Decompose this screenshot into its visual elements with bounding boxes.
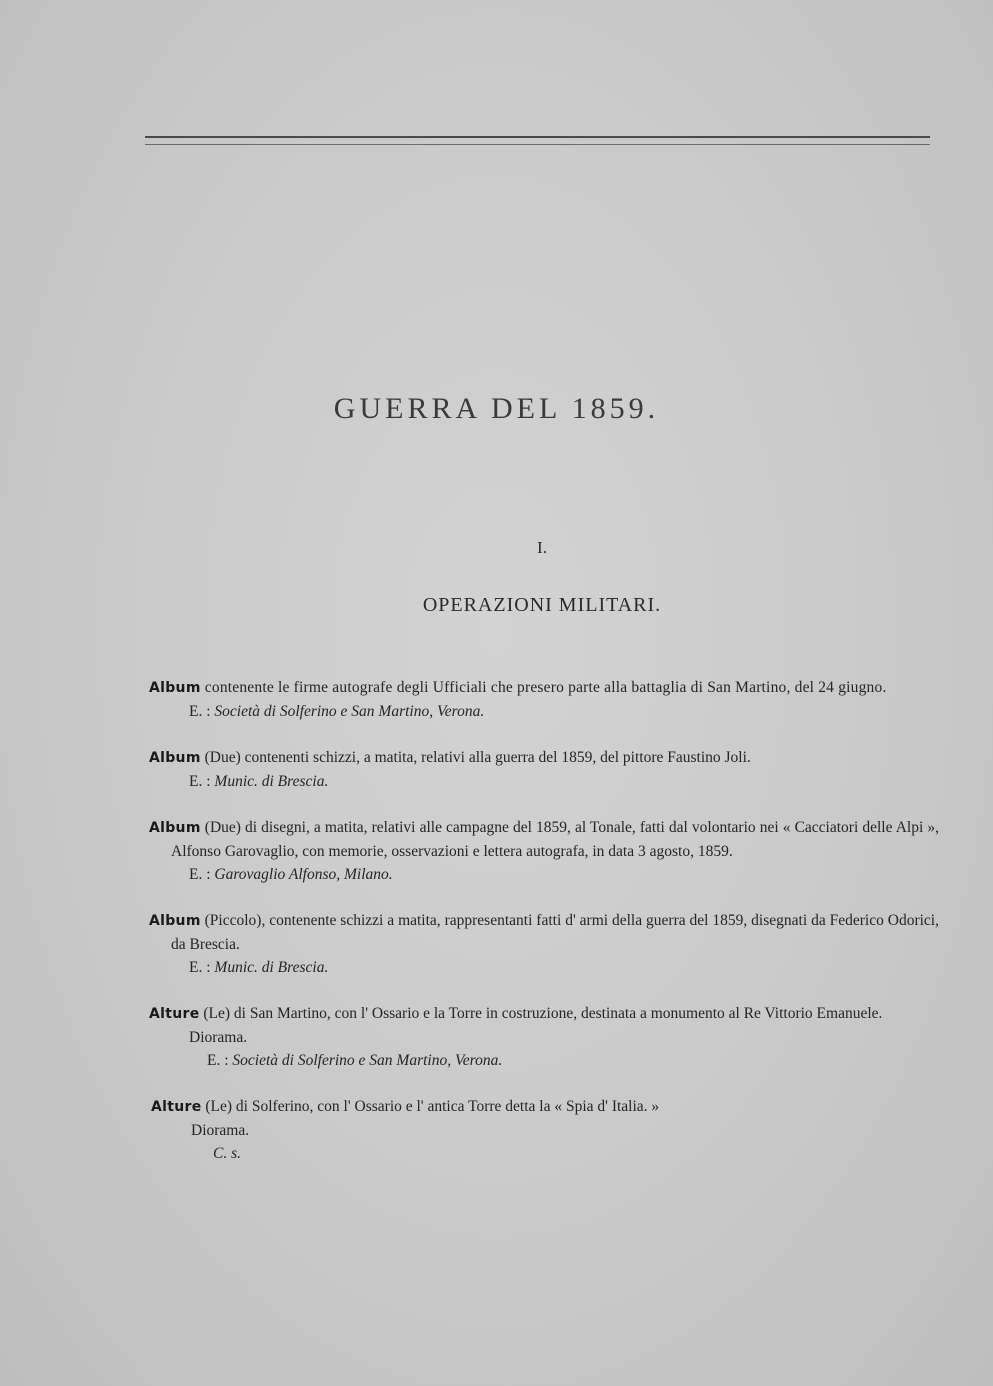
entry-description bbox=[149, 1002, 939, 1026]
entry-keyword: Alture bbox=[151, 1099, 202, 1115]
entry-text: (Due) contenenti schizzi, a matita, relativi alla guerra del 1859, del pittore Faustino Joli. bbox=[200, 749, 751, 766]
entry-exhibitor-line bbox=[149, 1049, 939, 1072]
entry-text: (Le) di Solferino, con l' Ossario e l' antica Torre detta la « Spia d' Italia. » bbox=[201, 1098, 660, 1115]
catalog-entry bbox=[149, 746, 939, 793]
entry-text: (Le) di San Martino, con l' Ossario e la Torre in costruzione, destinata a monumento al Re Vittorio Emanuele. bbox=[199, 1005, 883, 1022]
entry-description bbox=[151, 1095, 939, 1119]
section-title: OPERAZIONI MILITARI. bbox=[422, 594, 662, 616]
exhibitor-prefix: E. : bbox=[189, 959, 215, 976]
exhibitor-name: Munic. di Brescia. bbox=[214, 773, 329, 790]
catalog-entry bbox=[149, 676, 939, 723]
exhibitor-prefix: E. : bbox=[189, 703, 215, 720]
catalog-entry bbox=[149, 1095, 939, 1165]
entry-description bbox=[149, 746, 939, 770]
entry-exhibitor-line bbox=[149, 770, 939, 793]
entry-exhibitor-line bbox=[149, 956, 939, 979]
exhibitor-prefix: E. : bbox=[189, 773, 215, 790]
entry-exhibitor-line bbox=[151, 1142, 939, 1165]
section-number: I. bbox=[537, 538, 547, 557]
exhibitor-name: Garovaglio Alfonso, Milano. bbox=[214, 866, 393, 883]
entry-text: (Due) di disegni, a matita, relativi alle campagne del 1859, al Tonale, fatti dal volontario nei « Cacciatori delle Alpi », Alfonso Garovaglio, con memorie, osservazioni e lettera autografa, in data 3 agosto, 1859. bbox=[171, 819, 939, 860]
page-title: GUERRA DEL 1859. bbox=[333, 392, 660, 425]
exhibitor-name: Munic. di Brescia. bbox=[214, 959, 329, 976]
entry-exhibitor-line bbox=[149, 863, 939, 886]
entry-note: Diorama. bbox=[189, 1029, 248, 1046]
exhibitor-prefix: E. : bbox=[207, 1052, 233, 1069]
entry-note: Diorama. bbox=[191, 1122, 250, 1139]
entry-keyword: Album bbox=[149, 750, 201, 766]
catalog-entry bbox=[149, 909, 939, 979]
entry-description bbox=[149, 816, 939, 863]
catalog-entry bbox=[149, 1002, 939, 1072]
header-rule bbox=[145, 136, 930, 145]
exhibitor-name: C. s. bbox=[213, 1145, 241, 1162]
exhibitor-prefix: E. : bbox=[189, 866, 215, 883]
entry-description bbox=[149, 676, 939, 700]
entry-text: contenente le firme autografe degli Ufficiali che presero parte alla battaglia di San Martino, del 24 giugno. bbox=[200, 679, 887, 696]
catalog-entry bbox=[149, 816, 939, 886]
exhibitor-name: Società di Solferino e San Martino, Verona. bbox=[214, 703, 485, 720]
exhibitor-name: Società di Solferino e San Martino, Verona. bbox=[232, 1052, 503, 1069]
entry-description bbox=[149, 909, 939, 956]
entry-keyword: Album bbox=[149, 820, 201, 836]
entry-keyword: Album bbox=[149, 680, 201, 696]
entry-keyword: Album bbox=[149, 913, 201, 929]
catalog-entries bbox=[149, 676, 939, 1188]
entry-text: (Piccolo), contenente schizzi a matita, rappresentanti fatti d' armi della guerra del 1859, disegnati da Federico Odorici, da Brescia. bbox=[171, 912, 939, 953]
entry-exhibitor-line bbox=[149, 700, 939, 723]
entry-keyword: Alture bbox=[149, 1006, 200, 1022]
